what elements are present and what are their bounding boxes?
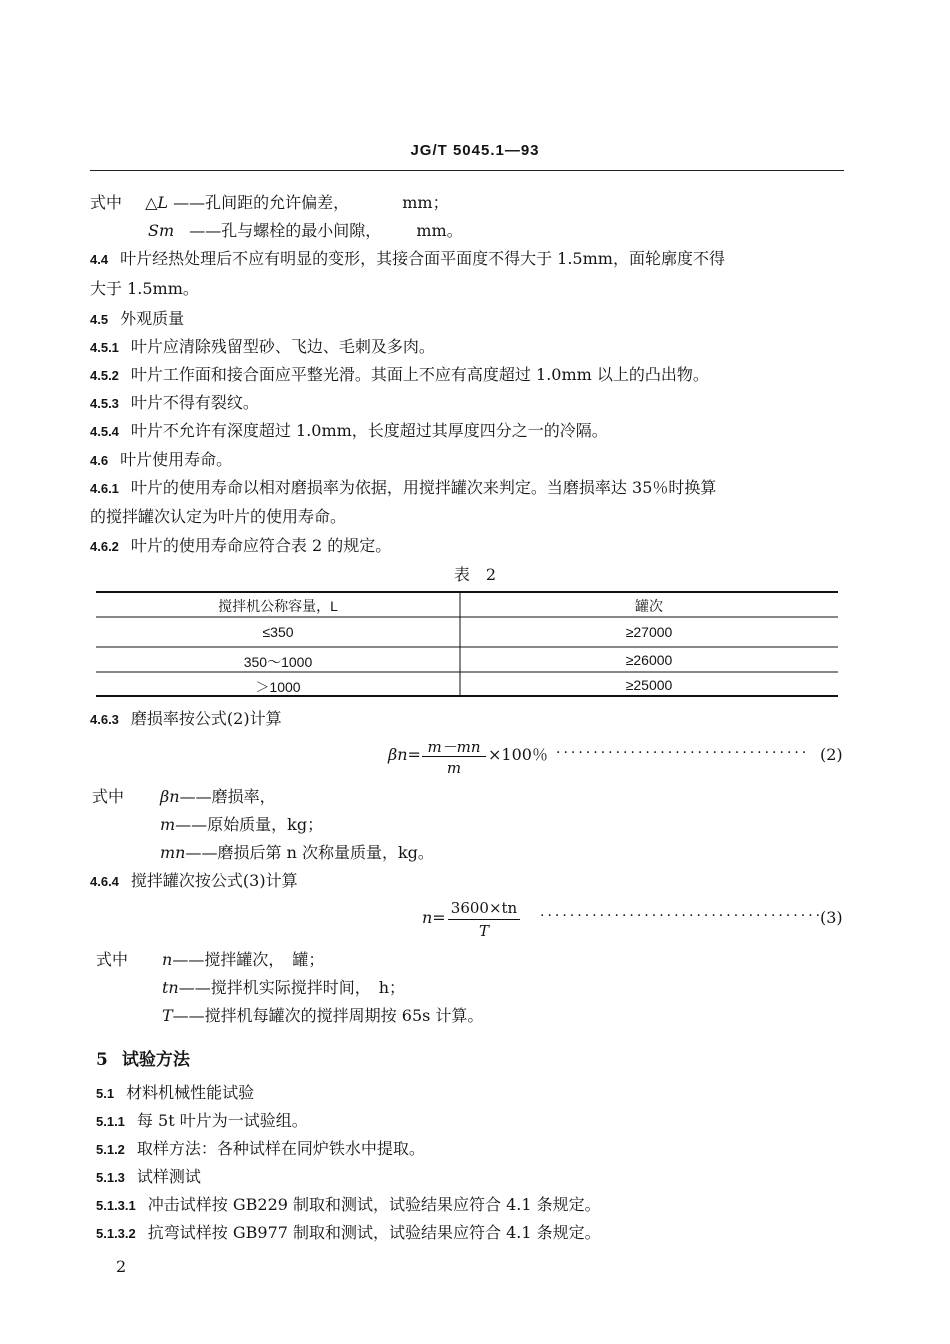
- clause-text: 叶片的使用寿命应符合表 2 的规定。: [130, 536, 392, 555]
- table-cell: ≥25000: [625, 677, 673, 693]
- clause-text: 抗弯试样按 GB977 制取和测试，试验结果应符合 4.1 条规定。: [147, 1223, 601, 1242]
- where-prefix: 式中: [96, 950, 129, 969]
- clause: [90, 337, 435, 358]
- unit: mm；: [402, 193, 449, 212]
- clause: [96, 1139, 425, 1160]
- var-delta-l: △L: [145, 193, 169, 212]
- def-text: ——磨损率，: [179, 787, 276, 806]
- clause: [90, 478, 716, 499]
- clause-text: 试样测试: [136, 1167, 201, 1186]
- clause: [90, 393, 259, 414]
- var: βn: [160, 787, 180, 806]
- clause-number: 5.1.3.1: [96, 1198, 136, 1213]
- clause: [96, 1167, 201, 1188]
- var: mn: [160, 843, 186, 862]
- clause-number: 4.6.3: [90, 712, 119, 727]
- def-line: [162, 978, 405, 998]
- clause-number: 4.5.4: [90, 424, 119, 439]
- clause: [90, 871, 298, 892]
- def-line: [162, 1006, 483, 1026]
- formula3-lhs: n=: [422, 908, 446, 927]
- clause-text: 搅拌罐次按公式(3)计算: [130, 871, 298, 890]
- table-cell: 350～1000: [243, 654, 313, 670]
- table-header-capacity: 搅拌机公称容量，L: [218, 598, 338, 614]
- clause-text: 叶片经热处理后不应有明显的变形，其接合面平面度不得大于 1.5mm，面轮廓度不得: [120, 249, 725, 268]
- clause-number: 4.6.2: [90, 539, 119, 554]
- clause: [96, 1223, 601, 1244]
- clause-text: 叶片应清除残留型砂、飞边、毛刺及多肉。: [130, 337, 435, 356]
- clause-number: 4.5.1: [90, 340, 119, 355]
- equation-number: (2): [820, 745, 843, 764]
- clause-number: 4.6: [90, 453, 109, 468]
- clause-text: 外观质量: [120, 309, 185, 328]
- clause: [96, 1111, 308, 1132]
- def-line: [160, 787, 276, 807]
- clause-number: 5.1.3: [96, 1170, 125, 1185]
- clause-number: 5.1.1: [96, 1114, 125, 1129]
- leader-dots: ······································: [540, 908, 824, 924]
- def-line: [160, 815, 323, 835]
- section-title: 试验方法: [121, 1050, 190, 1070]
- clause-number: 4.6.4: [90, 874, 119, 889]
- var: tn: [162, 978, 179, 997]
- fraction-bar: [448, 919, 520, 920]
- def-text: ——搅拌机每罐次的搅拌周期按 65s 计算。: [172, 1006, 484, 1025]
- table-cell: ≤350: [262, 624, 294, 640]
- clause-text: 冲击试样按 GB229 制取和测试，试验结果应符合 4.1 条规定。: [147, 1195, 601, 1214]
- where-prefix: 式中: [92, 787, 125, 806]
- table-cell: ≥26000: [625, 652, 673, 668]
- section-number: 5: [96, 1050, 108, 1070]
- clause: [90, 249, 725, 270]
- clause-number: 4.4: [90, 252, 109, 267]
- clause-text: 取样方法：各种试样在同炉铁水中提取。: [136, 1139, 425, 1158]
- clause-text: 磨损率按公式(2)计算: [130, 709, 282, 728]
- clause: [90, 536, 391, 557]
- where-prefix: 式中: [90, 193, 123, 212]
- clause: [96, 1195, 601, 1216]
- def-line: [162, 950, 324, 970]
- clause: [90, 365, 709, 386]
- clause: [90, 507, 346, 527]
- clause-number: 5.1: [96, 1086, 115, 1101]
- var-sm: Sm: [148, 221, 175, 240]
- def-line: [160, 843, 434, 863]
- clause-text: 每 5t 叶片为一试验组。: [136, 1111, 308, 1130]
- clause-number: 4.5.3: [90, 396, 119, 411]
- formula2-numerator: m－mn: [427, 738, 481, 756]
- clause-number: 5.1.3.2: [96, 1226, 136, 1241]
- clause-text: 叶片不得有裂纹。: [130, 393, 259, 412]
- section-heading: [96, 1045, 190, 1070]
- clause: [90, 709, 282, 730]
- header-rule: [90, 170, 844, 171]
- clause-text: 叶片工作面和接合面应平整光滑。其面上不应有高度超过 1.0mm 以上的凸出物。: [130, 365, 709, 384]
- table-cell: ≥27000: [625, 624, 673, 640]
- clause: [90, 279, 199, 299]
- clause-text: 大于 1.5mm。: [90, 279, 199, 298]
- clause-text: 叶片的使用寿命以相对磨损率为依据，用搅拌罐次来判定。当磨损率达 35％时换算: [130, 478, 717, 497]
- document-header: JG/T 5045.1—93: [410, 142, 540, 159]
- var: n: [162, 950, 173, 969]
- table-caption: 表 2: [453, 565, 497, 584]
- equation-number: (3): [820, 908, 843, 927]
- formula2-lhs: βn=: [388, 745, 421, 764]
- formula3-denominator: T: [478, 922, 489, 940]
- clause-text: 叶片不允许有深度超过 1.0mm，长度超过其厚度四分之一的冷隔。: [130, 421, 608, 440]
- clause-number: 4.6.1: [90, 481, 119, 496]
- table-header-count: 罐次: [635, 598, 663, 614]
- clause-number: 4.5: [90, 312, 109, 327]
- clause: [96, 1083, 254, 1104]
- def-text: ——搅拌机实际搅拌时间， h；: [178, 978, 406, 997]
- unit: mm。: [416, 221, 463, 240]
- formula2-tail: ×100％: [488, 745, 548, 764]
- clause-text: 材料机械性能试验: [126, 1083, 255, 1102]
- clause-text: 叶片使用寿命。: [120, 450, 233, 469]
- var: T: [162, 1006, 173, 1025]
- formula2-denominator: m: [446, 759, 462, 777]
- def-text: ——孔间距的允许偏差，: [173, 193, 350, 212]
- clause-number: 4.5.2: [90, 368, 119, 383]
- fraction-bar: [422, 756, 486, 757]
- clause: [90, 421, 608, 442]
- table-cell: ＞1000: [255, 679, 301, 695]
- where-line-1: [90, 193, 449, 213]
- def-text: ——原始质量，kg；: [175, 815, 324, 834]
- clause: [90, 450, 232, 471]
- def-text: ——磨损后第 n 次称量质量，kg。: [185, 843, 434, 862]
- data-table: [96, 591, 838, 697]
- clause-text: 的搅拌罐次认定为叶片的使用寿命。: [90, 507, 347, 526]
- formula3-numerator: 3600×tn: [450, 899, 518, 917]
- leader-dots: ··································: [556, 745, 810, 761]
- clause-number: 5.1.2: [96, 1142, 125, 1157]
- def-text: ——孔与螺栓的最小间隙，: [189, 221, 382, 240]
- def-text: ——搅拌罐次， 罐；: [172, 950, 325, 969]
- var: m: [160, 815, 176, 834]
- page-number: 2: [116, 1257, 127, 1276]
- where-line-2: [148, 221, 463, 241]
- clause: [90, 309, 184, 330]
